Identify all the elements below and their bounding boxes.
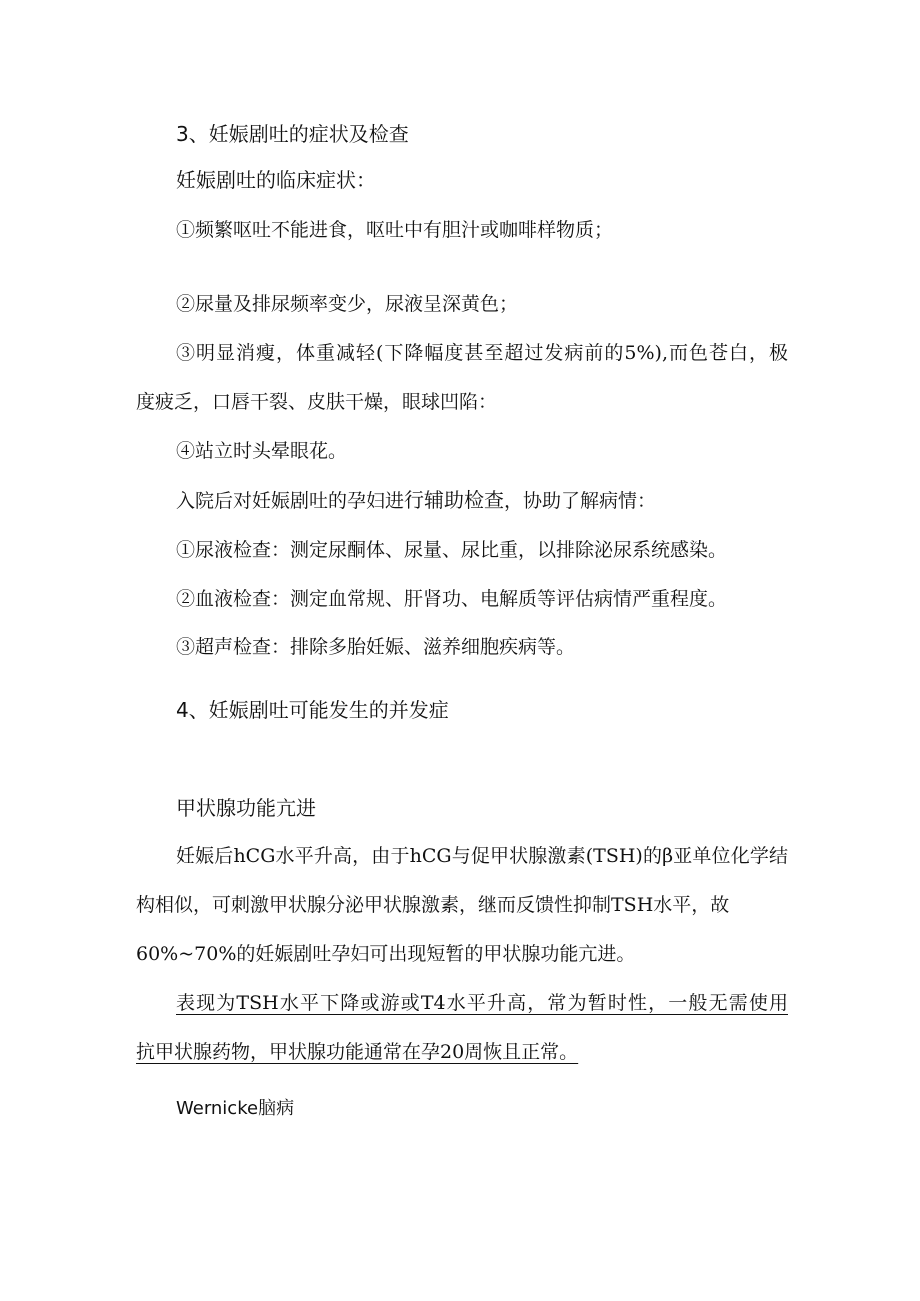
symptom-3-line-2: 度疲乏，口唇干裂、皮肤干燥，眼球凹陷： xyxy=(136,391,498,413)
exam-blood: ②血液检查：测定血常规、肝肾功、电解质等评估病情严重程度。 xyxy=(176,588,728,610)
exam-intro-emphasis: 行辅助检查 xyxy=(404,488,505,512)
thyroid-paragraph-line-1: 妊娠后hCG水平升高，由于hCG与促甲状腺激素(TSH)的β亚单位化学结 xyxy=(176,845,788,867)
symptom-2: ②尿量及排尿频率变少，尿液呈深黄色； xyxy=(176,293,519,315)
clinical-symptoms-heading: 妊娠剧吐的临床症状： xyxy=(176,168,376,192)
thyroid-underlined-line-1: 表现为TSH水平下降或游或T4水平升高，常为暂时性，一般无需使用 xyxy=(176,992,788,1014)
exam-intro-tail: ，协助了解病情： xyxy=(504,490,657,512)
symptom-3-line-1: ③明显消瘦，体重减轻(下降幅度甚至超过发病前的5%),而色苍白，极 xyxy=(176,342,788,364)
symptom-1: ①频繁呕吐不能进食，呕吐中有胆汁或咖啡样物质； xyxy=(176,219,614,241)
exam-ultrasound: ③超声检查：排除多胎妊娠、滋养细胞疾病等。 xyxy=(176,636,576,658)
wernicke-heading: Wernicke脑病 xyxy=(176,1098,295,1119)
section-3-title: 3、妊娠剧吐的症状及检查 xyxy=(176,122,409,146)
thyroid-paragraph-line-2: 构相似，可刺激甲状腺分泌甲状腺激素，继而反馈性抑制TSH水平，故 xyxy=(136,894,730,916)
thyroid-heading: 甲状腺功能亢进 xyxy=(176,796,316,820)
thyroid-underlined-line-2: 抗甲状腺药物，甲状腺功能通常在孕20周恢且正常。 xyxy=(136,1041,579,1063)
symptom-4: ④站立时头晕眼花。 xyxy=(176,440,348,462)
exam-urine: ①尿液检查：测定尿酮体、尿量、尿比重，以排除泌尿系统感染。 xyxy=(176,539,728,561)
exam-intro-text: 入院后对妊娠剧吐的孕妇进 xyxy=(176,490,405,512)
thyroid-paragraph-line-3: 60%~70%的妊娠剧吐孕妇可出现短暂的甲状腺功能亢进。 xyxy=(136,943,636,965)
section-4-title: 4、妊娠剧吐可能发生的并发症 xyxy=(176,698,449,722)
exam-intro xyxy=(176,488,656,513)
